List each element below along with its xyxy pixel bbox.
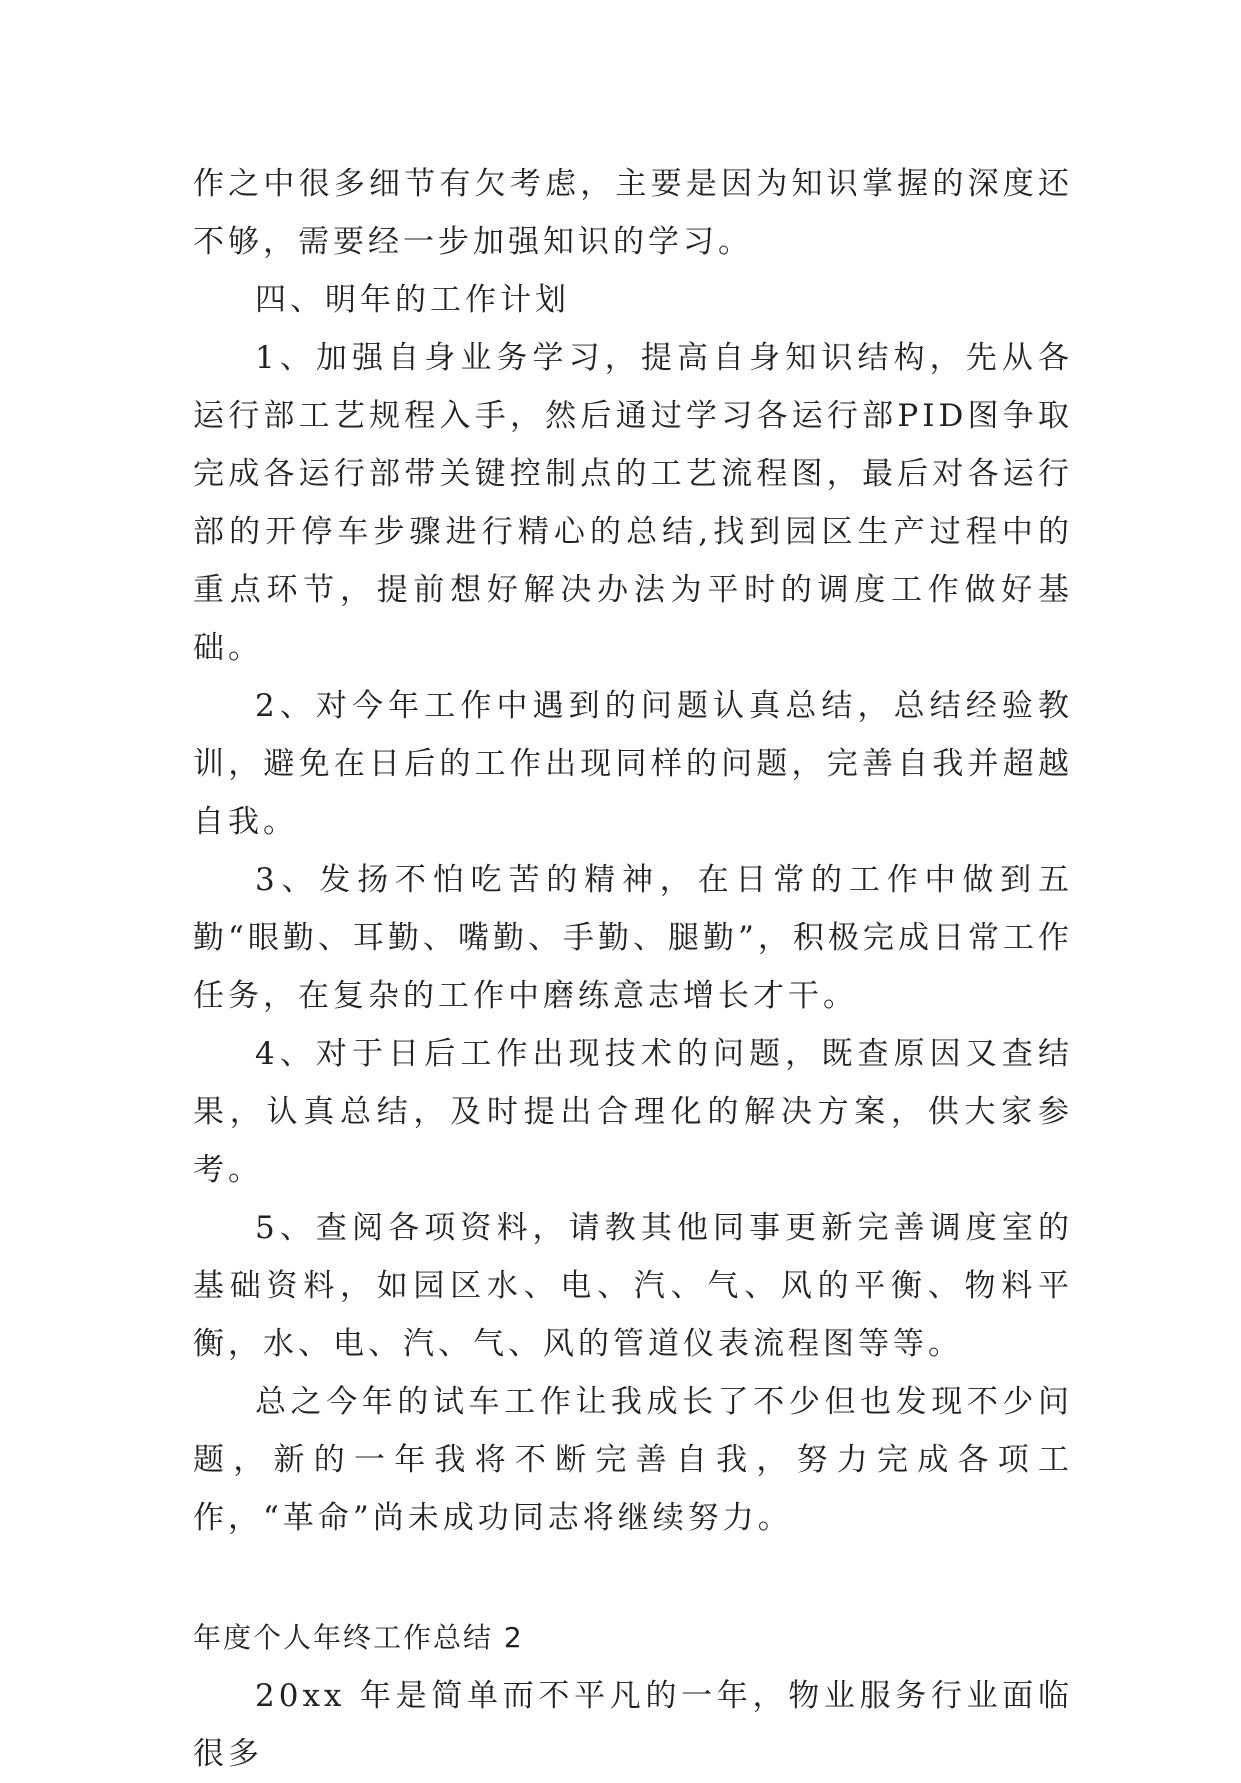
- paragraph-conclusion: 总之今年的试车工作让我成长了不少但也发现不少问题，新的一年我将不断完善自我，努力完成各项工作，“革命”尚未成功同志将继续努力。: [193, 1384, 1073, 1536]
- section-title: 年度个人年终工作总结 2: [193, 1621, 524, 1654]
- paragraph-continuation: 作之中很多细节有欠考虑，主要是因为知识掌握的深度还不够，需要经一步加强知识的学习。: [193, 166, 1073, 260]
- paragraph-plan-item-3: 3、发扬不怕吃苦的精神，在日常的工作中做到五勤“眼勤、耳勤、嘴勤、手勤、腿勤”，积极完成日常工作任务，在复杂的工作中磨练意志增长才干。: [193, 862, 1073, 1014]
- paragraph-plan-item-5: 5、查阅各项资料，请教其他同事更新完善调度室的基础资料，如园区水、电、汽、气、风的平衡、物料平衡，水、电、汽、气、风的管道仪表流程图等等。: [193, 1210, 1073, 1362]
- document-body: [193, 155, 1073, 1783]
- paragraph-plan-item-4: 4、对于日后工作出现技术的问题，既查原因又查结果，认真总结，及时提出合理化的解决方案，供大家参考。: [193, 1036, 1073, 1188]
- paragraph-plan-item-2: 2、对今年工作中遇到的问题认真总结，总结经验教训，避免在日后的工作出现同样的问题，完善自我并超越自我。: [193, 688, 1073, 840]
- paragraph-plan-item-1: 1、加强自身业务学习，提高自身知识结构，先从各运行部工艺规程入手，然后通过学习各运行部PID图争取完成各运行部带关键控制点的工艺流程图，最后对各运行部的开停车步骤进行精心的总结,找到园区生产过程中的重点环节，提前想好解决办法为平时的调度工作做好基础。: [193, 340, 1073, 666]
- heading-work-plan: 四、明年的工作计划: [255, 282, 570, 318]
- paragraph-next-section-start: 20xx 年是简单而不平凡的一年，物业服务行业面临很多: [193, 1678, 1073, 1772]
